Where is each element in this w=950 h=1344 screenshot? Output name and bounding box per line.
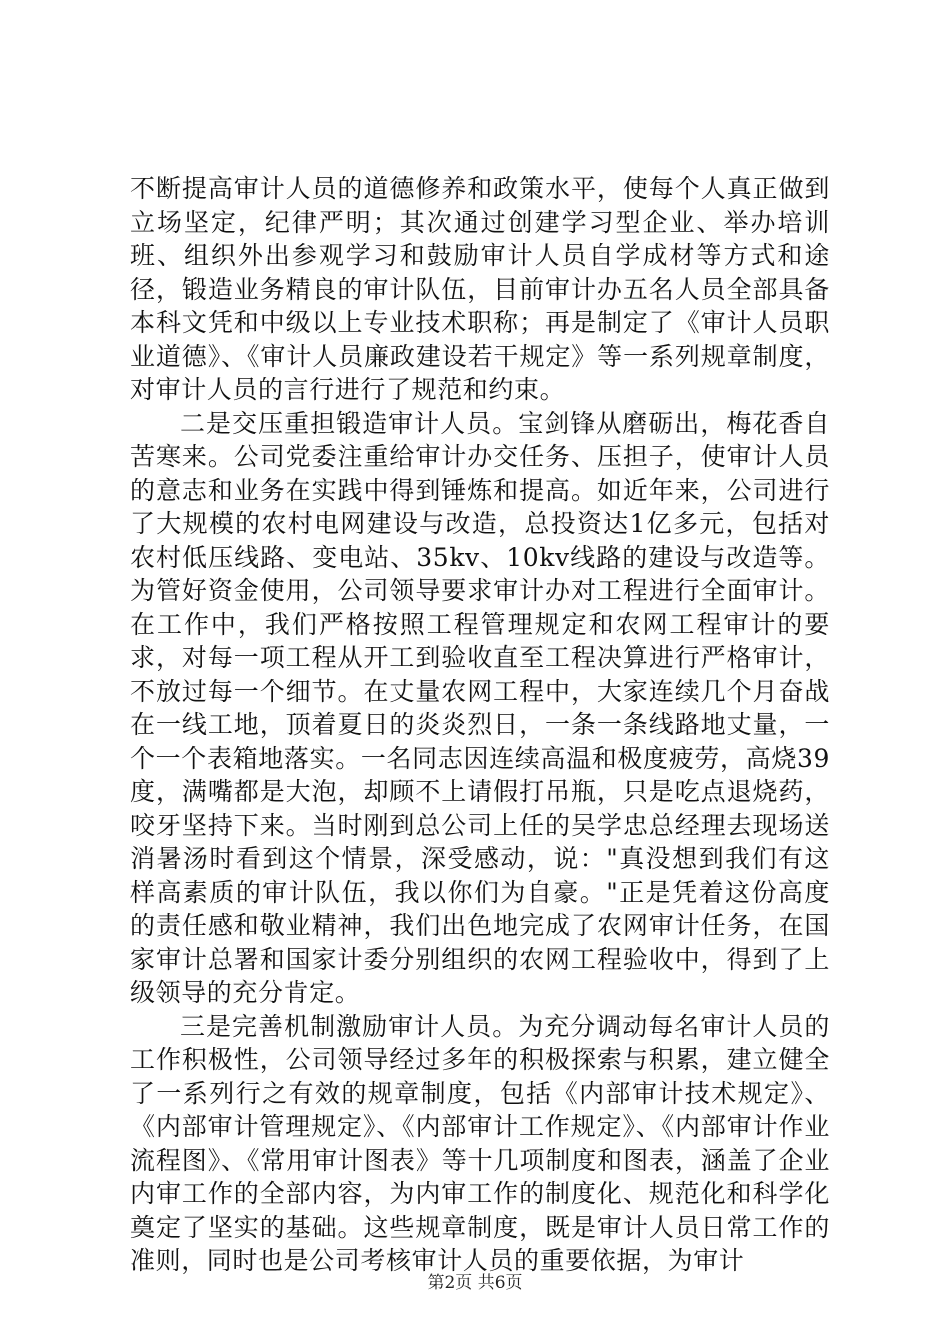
paragraph-3: 三是完善机制激励审计人员。为充分调动每名审计人员的工作积极性，公司领导经过多年的积极探索与积累，建立健全了一系列行之有效的规章制度，包括《内部审计技术规定》、《内部审计管理规定》、《内部审计工作规定》、《内部审计作业流程图》、《常用审计图表》等十几项制度和图表，涵盖了企业内审工作的全部内容，为内审工作的制度化、规范化和科学化奠定了坚实的基础。这些规章制度，既是审计人员日常工作的准则，同时也是公司考核审计人员的重要依据，为审计 (130, 1011, 830, 1275)
paragraph-2: 二是交压重担锻造审计人员。宝剑锋从磨砺出，梅花香自苦寒来。公司党委注重给审计办交任务、压担子，使审计人员的意志和业务在实践中得到锤炼和提高。如近年来，公司进行了大规模的农村电网建设与改造，总投资达1亿多元，包括对农村低压线路、变电站、35kv、10kv线路的建设与改造等。为管好资金使用，公司领导要求审计办对工程进行全面审计。在工作中，我们严格按照工程管理规定和农网工程审计的要求，对每一项工程从开工到验收直至工程决算进行严格审计，不放过每一个细节。在丈量农网工程中，大家连续几个月奋战在一线工地，顶着夏日的炎炎烈日，一条一条线路地丈量，一个一个表箱地落实。一名同志因连续高温和极度疲劳，高烧39度，满嘴都是大泡，却顾不上请假打吊瓶，只是吃点退烧药，咬牙坚持下来。当时刚到总公司上任的吴学忠总经理去现场送消暑汤时看到这个情景，深受感动，说："真没想到我们有这样高素质的审计队伍，我以你们为自豪。"正是凭着这份高度的责任感和敬业精神，我们出色地完成了农网审计任务，在国家审计总署和国家计委分别组织的农网工程验收中，得到了上级领导的充分肯定。 (130, 408, 830, 1007)
page-number-footer: 第2页 共6页 (427, 1273, 523, 1293)
document-body (130, 172, 830, 1278)
paragraph-1: 不断提高审计人员的道德修养和政策水平，使每个人真正做到立场坚定，纪律严明；其次通过创建学习型企业、举办培训班、组织外出参观学习和鼓励审计人员自学成材等方式和途径，锻造业务精良的审计队伍，目前审计办五名人员全部具备本科文凭和中级以上专业技术职称；再是制定了《审计人员职业道德》、《审计人员廉政建设若干规定》等一系列规章制度，对审计人员的言行进行了规范和约束。 (130, 174, 830, 404)
